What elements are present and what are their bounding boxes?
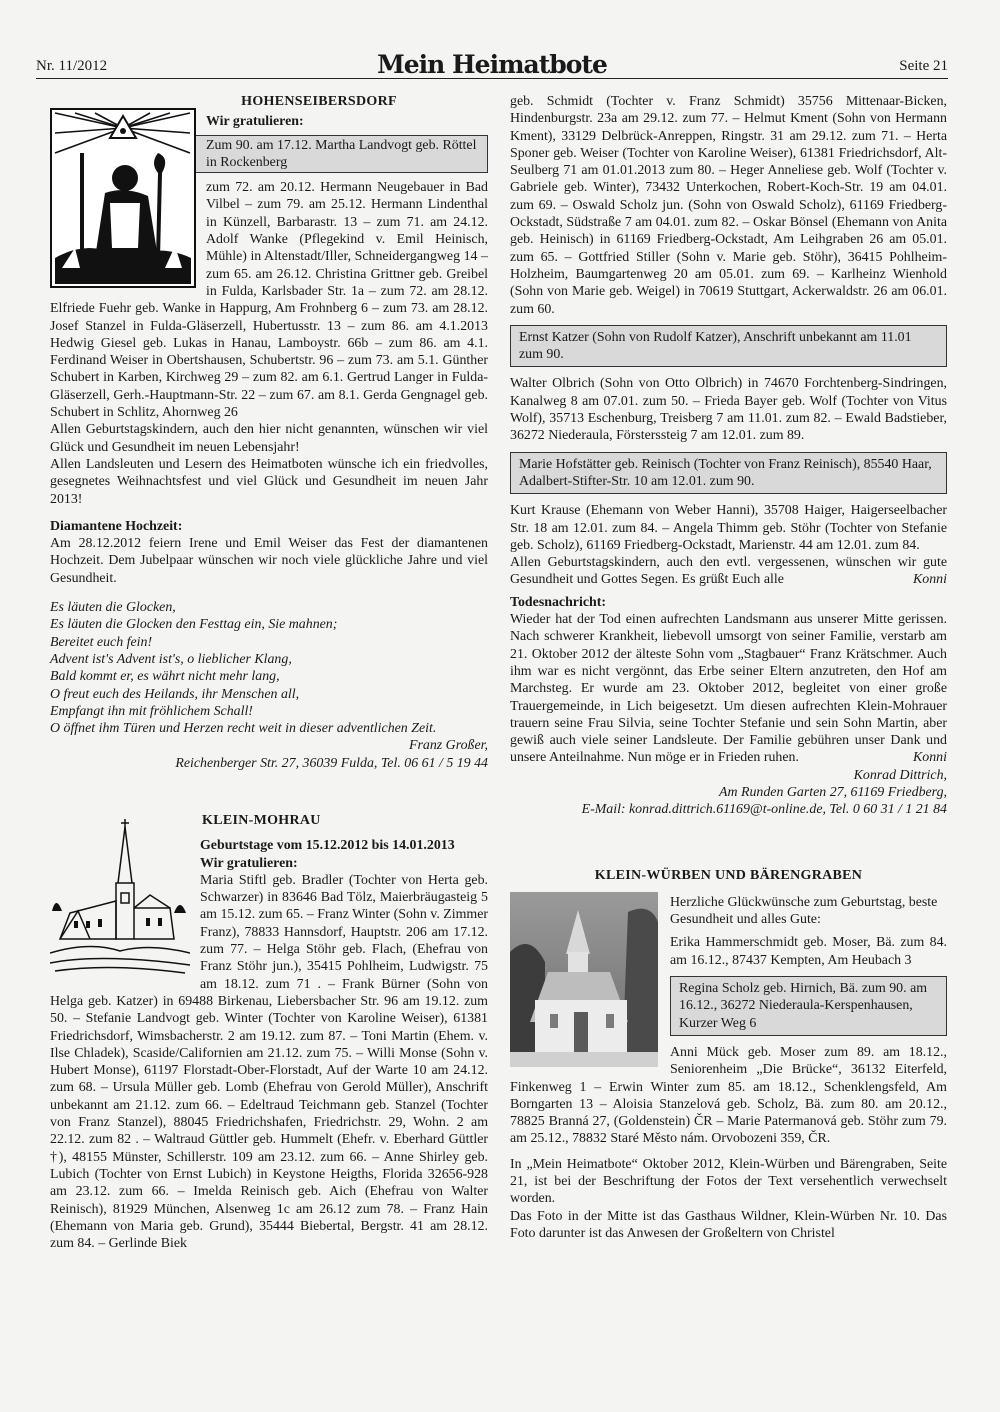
photo-correction-note: In „Mein Heimatbote“ Oktober 2012, Klein-Würben und Bärengraben, Seite 21, ist bei der Beschriftung der Fotos der Text versehentlich verwechselt worden. [510, 1156, 947, 1207]
poem-line: Es läuten die Glocken, [50, 600, 176, 616]
death-notice-heading: Todesnachricht: [510, 594, 606, 610]
poem-line: Bald kommt er, es währt nicht mehr lang, [50, 669, 280, 685]
wishes-christmas: Allen Landsleuten und Lesern des Heimatboten wünsche ich ein friedvolles, gesegnetes Weihnachtsfest und viel Glück und Gesundheit im neuen Jahr 2013! [50, 456, 488, 507]
page-number: Seite 21 [899, 58, 948, 74]
wishes-klein-mohrau [510, 554, 947, 589]
left-column [50, 93, 488, 1252]
death-notice-body: Wieder hat der Tod einen aufrechten Landsmann aus unserer Mitte gerissen. Nach schwerer Krankheit, liebevoll umsorgt von seiner Familie, verstarb am 21. Oktober 2012 der älteste Sohn vom „Stagbauer“ Franz Krätschmer. Auch ihm war es nicht vergönnt, das Erbe seiner Eltern anzutreten, den Hof am Marchsteg. Er wurde am 23. Oktober 2012, begleitet von einer große Trauergemeinde, in Lich beigesetzt. Um diesen aufrechten Klein-Mohrauer trauern seine Frau Silvia, seine Tochter Stefanie und sein Sohn Martin, aber gewiß auch viele seiner Landsleute. Der Familie gebühren unser Dank und unsere Anteilnahme. Nun möge er in Frieden ruhen. [510, 612, 947, 766]
birthdays-period-heading: Geburtstage vom 15.12.2012 bis 14.01.2013 [200, 838, 455, 854]
poem-line: Empfangt ihn mit fröhlichem Schall! [50, 703, 253, 719]
masthead-title: Mein Heimatbote [377, 50, 607, 79]
advent-poem [50, 599, 488, 737]
woodcut-saint-illustration [50, 108, 196, 288]
congrats-heading-klein-mohrau: Wir gratulieren: [200, 855, 298, 871]
birthday-list-hohenseibersdorf: zum 72. am 20.12. Hermann Neugebauer in Bad Vilbel – zum 79. am 25.12. Hermann Lindenthal in Künzell, Barbarastr. 13 – zum 71. am 24.12. Adolf Wanke (Pflegekind v. Emil Heinisch, Mühle) in Altenstadt/Iller, Schneidergangweg 14 – zum 65. am 26.12. Christina Grittner geb. Greibel in Fulda, Karlsbader Str. 1a – zum 72. am 28.12. Elfriede Fuehr geb. Wanke in Happurg, Am Frohnberg 6 – zum 73. am 28.12. Josef Stanzel in Fulda-Gläserzell, Hubertusstr. 13 – zum 86. am 4.1.2013 Hedwig Giesel geb. Lukas in Hanau, Lamboystr. 66b – zum 86. am 4.1. Ferdinand Weiser in Obertshausen, Schubertstr. 96 – zum 73. am 5.1. Günther Schubert in Karben, Kirchweg 29 – zum 82. am 6.1. Gertrud Langer in Fulda-Gläserzell, Gerh.-Hauptmann-Str. 22 – zum 67. am 8.1. Gerda Gengnagel geb. Schubert in Schlitz, Ahornweg 26 [50, 180, 488, 421]
signature-name: Franz Großer, [409, 738, 488, 754]
birthday-list-klein-mohrau: Maria Stiftl geb. Bradler (Tochter von Herta geb. Schwarzer) in 83646 Bad Tölz, Maierbräugasteig 5 am 15.12. zum 65. – Franz Winter (Sohn v. Zimmer Franz), 78833 Hannsdorf, Hauptstr. 206 am 17.12. zum 77. – Helga Stöhr geb. Flach, (Ehefrau von Franz Stöhr jun.), 35415 Pohlheim, Ludwigstr. 75 am 18.12. zum 71 . – Frank Bürner (Sohn von Helga geb. Katzer) in 69488 Birkenau, Liebersbacher Str. 96 am 19.12. zum 50. – Stefanie Landvogt geb. Winter (Tochter von Karoline Weiser), 61381 Friedrichsdorf, Wimsbacherstr. 2 am 19.12. zum 87. – Toni Martin (Ehem. v. Ilse Chladek), Scaside/Californien am 21.12. zum 75. – Willi Monse (Sohn v. Hubert Monse), 61197 Florstadt-Ober-Florstadt, Auf der Warte 10 am 24.12. zum 68. – Ursula Müller geb. Lomb (Ehefrau von Gerold Müller), Anschrift unbekannt am 21.12. zum 66. – Edeltraud Teichmann geb. Stanzel (Tochter von Franz Stanzel), 88045 Friedrichshafen, Friedrichstr. 29, Wohn. 2 am 22.12. zum 82 . – Waltraud Güttler geb. Hummelt (Ehefr. v. Eberhard Güttler †), 48155 Münster, Schillerstr. 109 am 23.12. zum 66. – Anne Shirley geb. Lubich (Tochter von Ernst Lubich) in Keystone Heigths, Florida 32656-928 am 23.12. zum 66. – Imelda Reinisch geb. Aich (Ehefrau von Walter Reinisch), 81929 München, Alsenweg 1c am 26.12 zum 78. – Franz Hain (Ehemann von Maria geb. Grund), 35444 Biebertal, Bergstr. 41 am 28.12. zum 84. – Gerlinde Biek [50, 872, 489, 1252]
section-title-hohenseibersdorf: HOHENSEIBERSDORF [241, 94, 397, 109]
klein-wuerben-intro: Herzliche Glückwünsche zum Geburtstag, beste Gesundheit und alles Gute: [670, 894, 938, 928]
diamond-wedding-text: Am 28.12.2012 feiern Irene und Emil Weiser das Fest der diamantenen Hochzeit. Dem Jubelpaar wünschen wir noch viele glückliche Jahre und viel Gesundheit. [50, 536, 488, 586]
chapel-photo [510, 892, 658, 1067]
author-contact: E-Mail: konrad.dittrich.61169@t-online.de, Tel. 0 60 31 / 1 21 84 [581, 802, 947, 818]
poem-line: Es läuten die Glocken den Festtag ein, Sie mahnen; [50, 617, 338, 633]
highlight-box-regina-scholz: Regina Scholz geb. Hirnich, Bä. zum 90. am 16.12., 36272 Niederaula-Kerspenhausen, Kurzer Weg 6 [670, 976, 947, 1036]
death-notice-text [510, 611, 947, 767]
issue-number: Nr. 11/2012 [36, 58, 108, 74]
poem-line: O öffnet ihm Türen und Herzen recht weit in dieser adventlichen Zeit. [50, 721, 437, 737]
signature-address: Reichenberger Str. 27, 36039 Fulda, Tel. 06 61 / 5 19 44 [175, 755, 488, 771]
header-rule [36, 78, 948, 79]
birthday-erika-hammerschmidt: Erika Hammerschmidt geb. Moser, Bä. zum 84. am 16.12., 87437 Kempten, Am Heubach 3 [670, 935, 947, 968]
birthday-list-part2: Walter Olbrich (Sohn von Otto Olbrich) in 74670 Forchtenberg-Sindringen, Kanalweg 8 am 07.01. zum 50. – Frieda Bayer geb. Wolf (Tochter von Vitus Wolf), 35713 Eschenburg, Treisberg 7 am 11.01. zum 82. – Ewald Badstieber, 36272 Niederaula, Försterssteig 7 am 12.01. zum 89. [510, 376, 947, 444]
author-address: Am Runden Garten 27, 61169 Friedberg, [718, 784, 947, 800]
birthday-list-part3: Kurt Krause (Ehemann von Weber Hanni), 35708 Haiger, Haigerseelbacher Str. 18 am 12.01. zum 84. – Angela Thimm geb. Stöhr (Tochter von Stefanie geb. Scholz), 61169 Friedberg-Ockstadt, Marienstr. 44 am 12.01. zum 84. [510, 503, 947, 553]
death-notice-signature: Konni [913, 750, 947, 766]
poem-line: Bereitet euch fein! [50, 634, 153, 650]
village-church-illustration [50, 813, 190, 977]
highlight-box-marie-hofstaetter: Marie Hofstätter geb. Reinisch (Tochter von Franz Reinisch), 85540 Haar, Adalbert-Stifter-Str. 10 am 12.01. zum 90. [510, 452, 947, 495]
page-header [36, 50, 948, 90]
poem-line: Advent ist's Advent ist's, o lieblicher Klang, [50, 651, 292, 667]
section-title-klein-mohrau: KLEIN-MOHRAU [202, 812, 321, 828]
wishes-text: Allen Geburtstagskindern, auch den evtl. vergessenen, wünschen wir gute Gesundheit und Gottes Segen. Es grüßt Euch alle [510, 555, 947, 588]
poem-line: O freut euch des Heilands, ihr Menschen all, [50, 686, 300, 702]
birthday-list-klein-wuerben: Anni Mück geb. Moser zum 89. am 18.12., Seniorenheim „Die Brücke“, 36132 Eiterfeld, Finkenweg 1 – Erwin Winter zum 85. am 18.12., Schenklengsfeld, Am Borngarten 13 – Aloisia Stanzelová geb. Scholz, Bä. zum 80. am 20.12., 78825 Branná 27, (Goldenstein) ČR – Marie Patermanová geb. Stöhr zum 79. am 25.12., 78832 Staré Město nám. Orvobozeni 359, ČR. [510, 1044, 947, 1147]
wishes-signature: Konni [913, 572, 947, 588]
congrats-heading: Wir gratulieren: [206, 114, 304, 130]
right-column [510, 93, 947, 1242]
birthday-list-continuation: geb. Schmidt (Tochter v. Franz Schmidt) 35756 Mittenaar-Bicken, Hindenburgstr. 23a am 29.12. zum 77. – Helmut Kment (Sohn von Hermann Kment), 33129 Delbrück-Anreppen, Ringstr. 31 am 29.12. zum 71. – Herta Sponer geb. Weiser (Tochter von Karoline Weiser), 61381 Friedrichsdorf, Alt-Seulberg 71 am 01.01.2013 zum 80. – Heger Anneliese geb. Wolf (Tochter v. Gabriele geb. Winter), 73432 Unterkochen, Robert-Koch-Str. 19 am 04.01. zum 69. – Oswald Scholz jun. (Sohn von Oswald Scholz), 61169 Friedberg-Ockstadt, Südstraße 7 am 04.01. zum 82. – Oskar Bönsel (Ehemann von Anita geb. Heinisch) in 61169 Friedberg-Ockstadt, Am Leihgraben 26 am 05.01. zum 65. – Gottfried Stiller (Sohn v. Marie geb. Stöhr), 36415 Pohlheim-Holzheim, Baumgartenweg 20 am 05.01. zum 69. – Karlheinz Wienhold (Sohn von Marie geb. Weigel) in 70619 Stuttgart, Ackerwaldstr. 26 am 06.01. zum 60. [510, 94, 947, 317]
diamond-wedding-heading: Diamantene Hochzeit: [50, 518, 183, 534]
wishes-birthdays: Allen Geburtstagskindern, auch den hier nicht genannten, wünschen wir viel Glück und Gesundheit im neuen Lebensjahr! [50, 422, 488, 455]
highlight-box-martha-landvogt: Zum 90. am 17.12. Martha Landvogt geb. Röttel in Rockenberg [50, 135, 488, 174]
photo-caption-note: Das Foto in der Mitte ist das Gasthaus Wildner, Klein-Würben Nr. 10. Das Foto darunter ist das Anwesen der Großeltern von Christel [510, 1208, 947, 1241]
highlight-box-ernst-katzer: Ernst Katzer (Sohn von Rudolf Katzer), Anschrift unbekannt am 11.01 zum 90. [510, 325, 947, 368]
author-name: Konrad Dittrich, [853, 767, 947, 783]
section-title-klein-wuerben: KLEIN-WÜRBEN UND BÄRENGRABEN [594, 867, 863, 883]
